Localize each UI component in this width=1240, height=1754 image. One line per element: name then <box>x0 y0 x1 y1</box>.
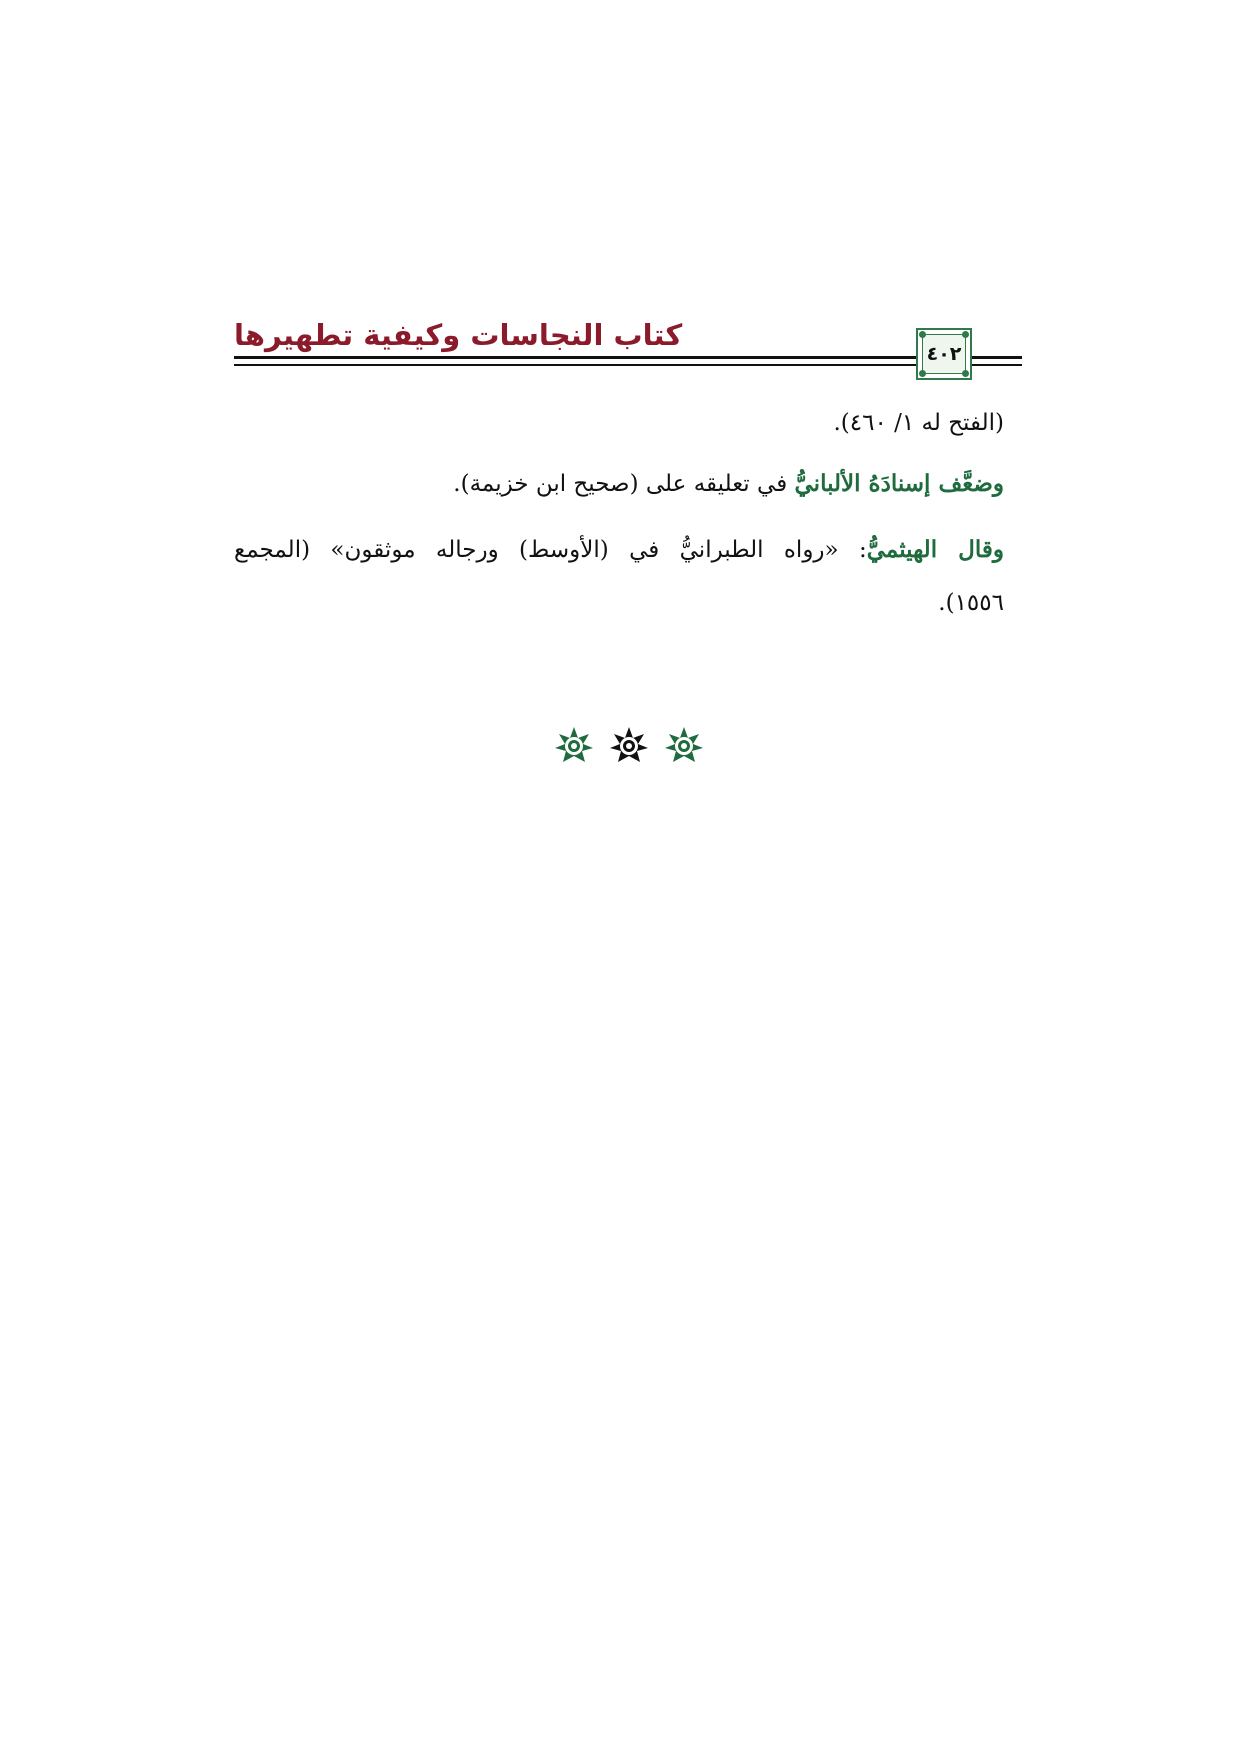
highlight-haythami: وقال الهيثميُّ <box>866 536 1004 563</box>
body-line-albani <box>453 470 1004 497</box>
section-divider-ornaments <box>554 724 704 768</box>
page-number-frame <box>922 334 966 374</box>
header-rule-bottom <box>234 364 1022 366</box>
star-ornament-icon <box>609 726 649 766</box>
line-albani-rest: في تعليقه على (صحيح ابن خزيمة). <box>453 471 795 497</box>
badge-corner-ornament-icon <box>962 370 969 377</box>
star-ornament-icon <box>554 726 594 766</box>
line-haythami-rest: : «رواه الطبرانيُّ في (الأوسط) ورجاله موثقون» (المجمع <box>234 537 867 563</box>
running-header-title: كتاب النجاسات وكيفية تطهيرها <box>234 318 683 352</box>
body-line-haythami <box>234 536 1004 563</box>
body-line-citation: (الفتح له ١/ ٤٦٠). <box>833 410 1004 436</box>
star-ornament-icon <box>664 726 704 766</box>
page-number: ٤٠٢ <box>926 343 962 365</box>
badge-corner-ornament-icon <box>919 331 926 338</box>
highlight-albani: وضعَّف إسنادَهُ الألبانيُّ <box>794 470 1004 497</box>
body-line-majma-ref: ١٥٥٦). <box>938 590 1004 616</box>
page-number-badge <box>916 328 972 380</box>
badge-corner-ornament-icon <box>962 331 969 338</box>
header-rule-right-bottom <box>980 364 1006 366</box>
header-rule-top <box>234 356 1022 359</box>
badge-corner-ornament-icon <box>919 370 926 377</box>
header-rule-right-top <box>980 356 1006 359</box>
